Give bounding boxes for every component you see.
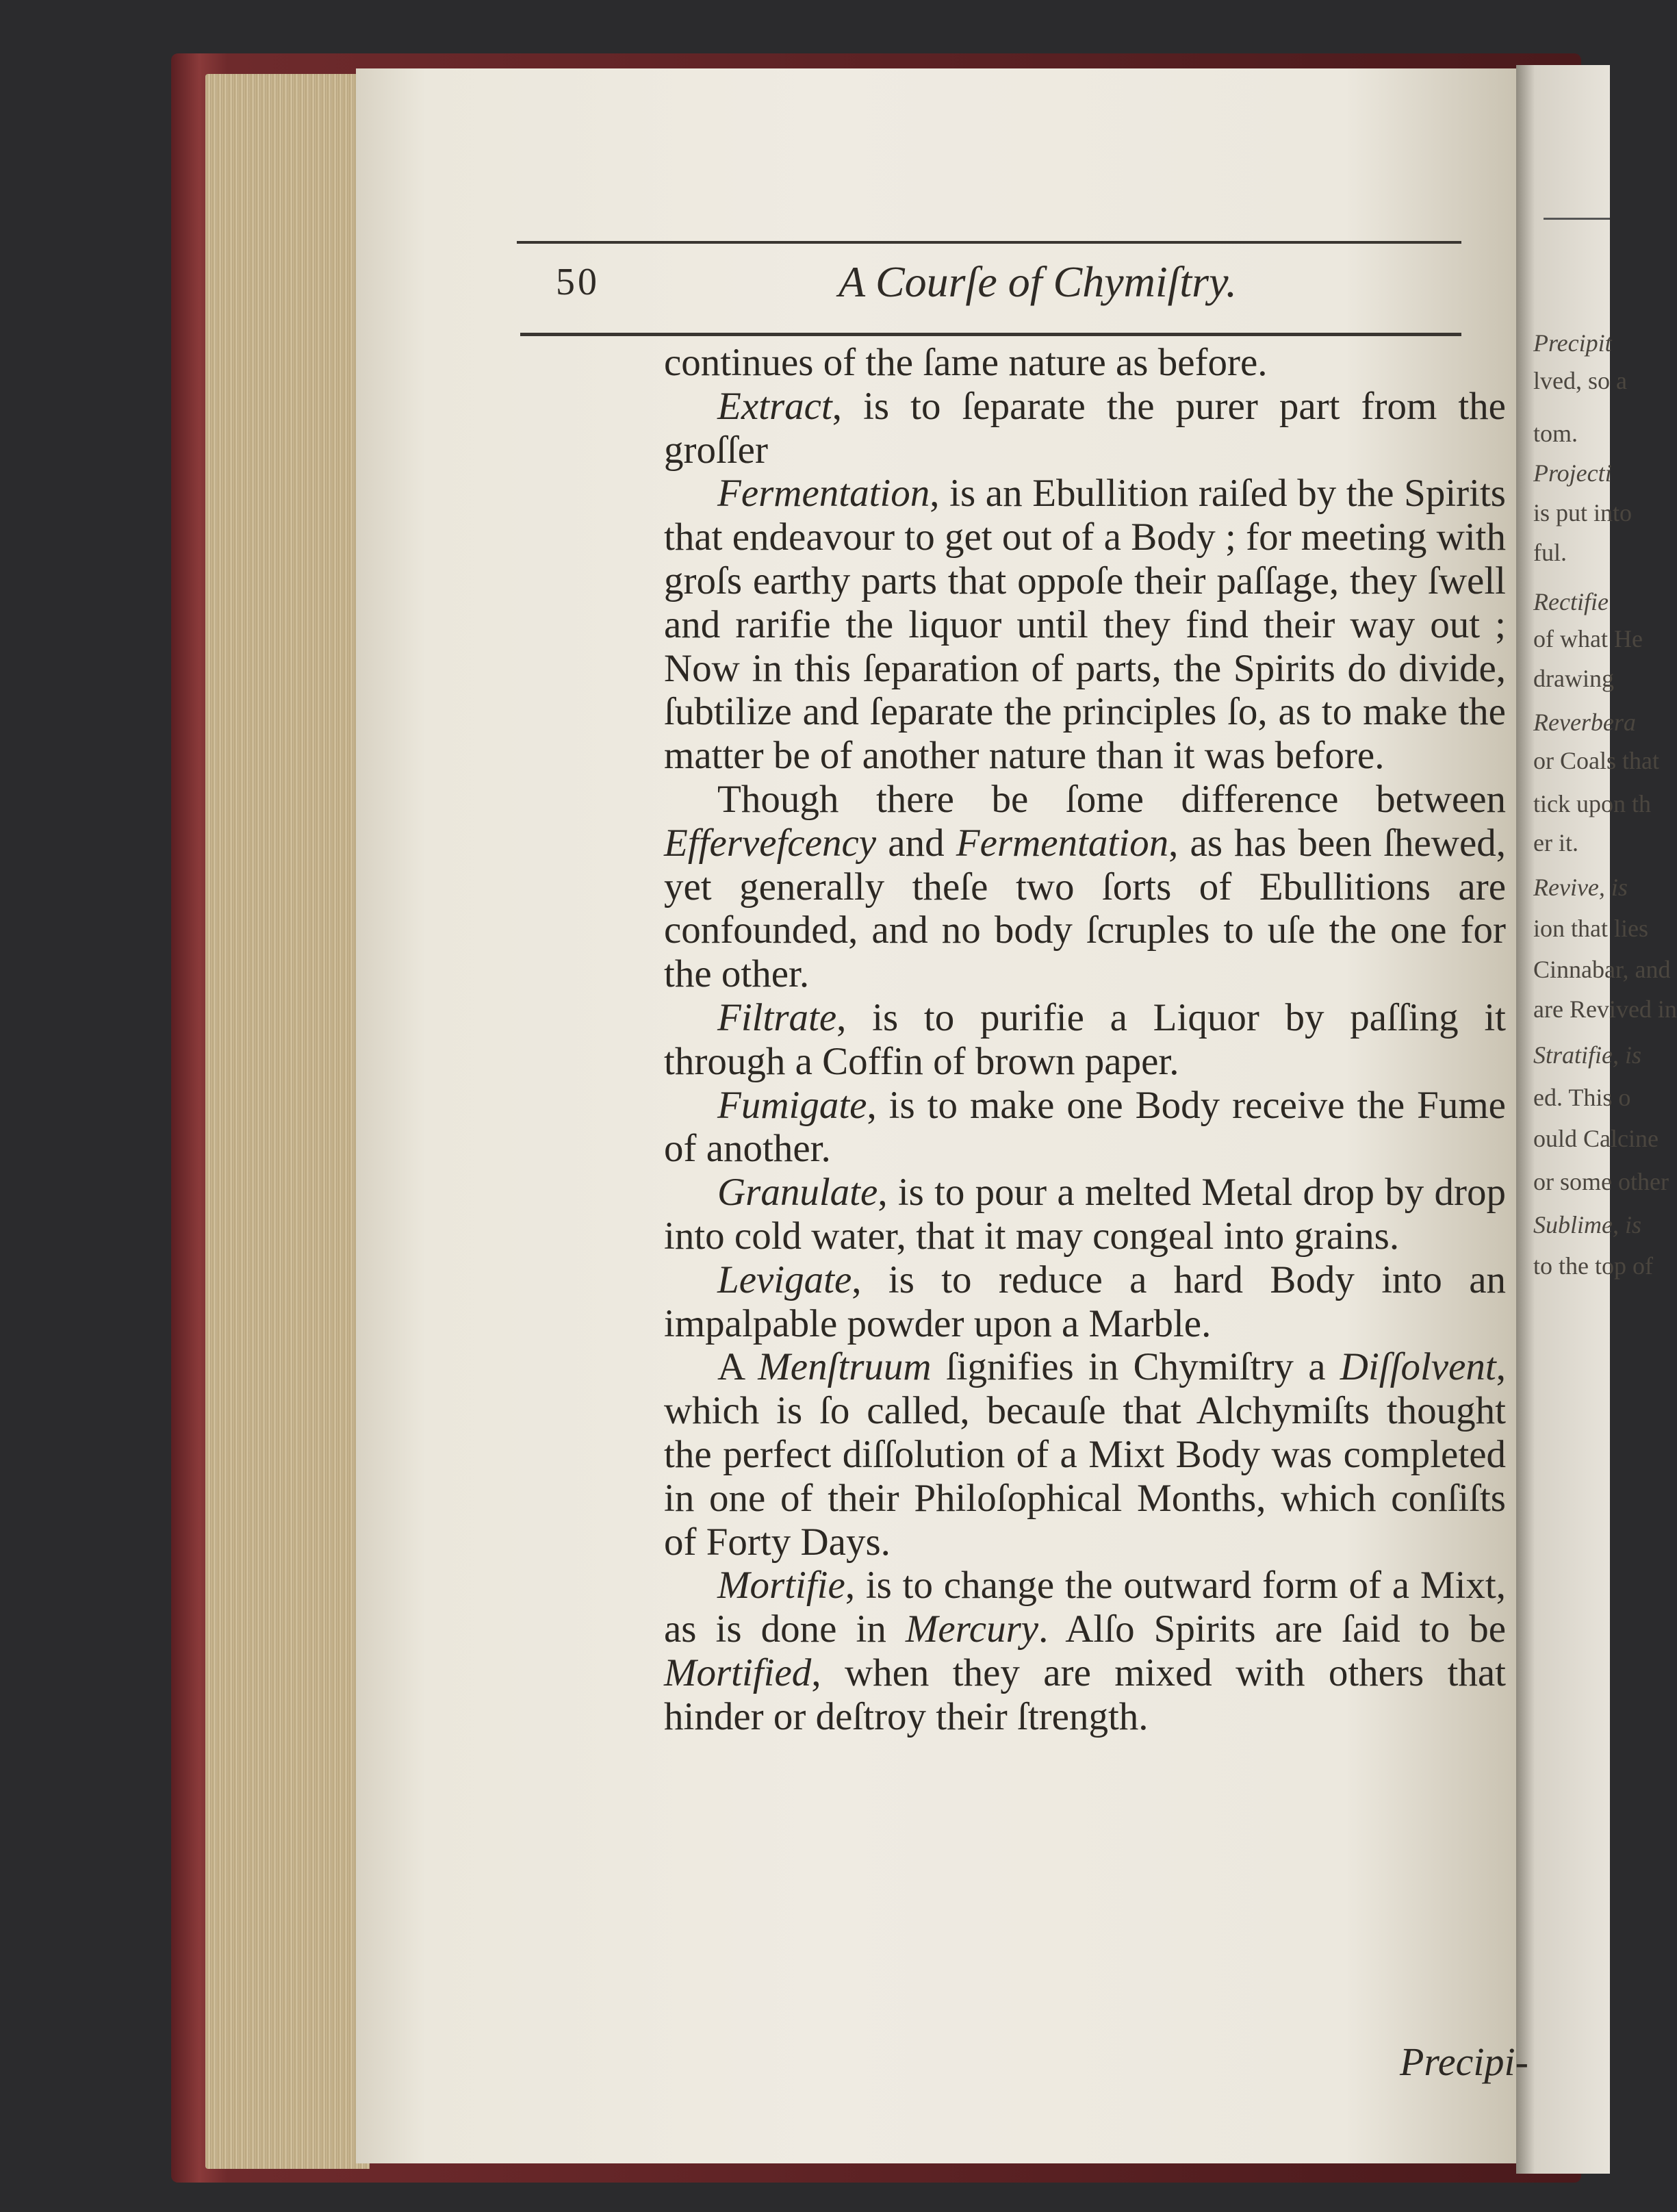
paragraph <box>664 1564 1506 1738</box>
paragraph <box>664 1084 1506 1171</box>
adjacent-page-line: er it. <box>1533 829 1578 856</box>
defined-term: Extract <box>717 384 832 428</box>
defined-term: Fermentation <box>956 821 1169 865</box>
paragraph-text: . Alſo Spirits are ſaid to be <box>1038 1607 1506 1651</box>
adjacent-page-line: is put into <box>1533 499 1633 526</box>
paragraph-text: , is to pour a melted Metal drop by drop into cold water, that it may congeal into grains. <box>664 1171 1506 1258</box>
defined-term: Diſſolvent <box>1340 1345 1496 1389</box>
adjacent-page-line: or some other <box>1533 1168 1669 1195</box>
adjacent-page-line: Rectifie <box>1533 588 1609 615</box>
defined-term: Levigate <box>717 1258 852 1301</box>
paragraph-text: A <box>717 1345 758 1389</box>
header-rule-top <box>517 241 1461 244</box>
paragraph-text: , is to ſeparate the purer part from the groſſer <box>664 384 1506 472</box>
paragraph-text: Though there be ſome difference between <box>717 777 1506 821</box>
defined-term: Effervefcency <box>664 821 877 865</box>
paragraph-text: , when they are mixed with others that hinder or deſtroy their ſtrength. <box>664 1651 1506 1738</box>
adjacent-page-line: ion that lies <box>1533 915 1648 942</box>
page-number: 50 <box>556 261 600 303</box>
paragraph-text: , which is ſo called, becauſe that Alchymiſts thought the perfect diſſolution of a Mixt Body was completed in one of their Philoſophical Months, which conſiſts of Forty Days. <box>664 1345 1506 1564</box>
adjacent-page-line: lved, so a <box>1533 367 1627 394</box>
defined-term: Mortified <box>664 1651 812 1694</box>
catchword: Precipi- <box>1400 2039 1528 2084</box>
paragraph-text: , is to make one Body receive the Fume of another. <box>664 1083 1506 1171</box>
adjacent-page-line: Cinnabar, and <box>1533 956 1671 983</box>
paragraph-text: , is an Ebullition raiſed by the Spirits that endeavour to get out of a Body ; for meeting with groſs earthy parts that oppoſe their paſſage, they ſwell and rarifie the liquor until they find their way out ; Now in this ſeparation of parts, the Spirits do divide, ſubtilize and ſeparate the principles ſo, as to make the matter be of another nature than it was before. <box>664 472 1506 778</box>
adjacent-page-line: of what He <box>1533 625 1643 652</box>
paragraph-text: , is to purifie a Liquor by paſſing it through a Coffin of brown paper. <box>664 995 1506 1083</box>
running-title: A Courſe of Chymiſtry. <box>838 257 1237 306</box>
adjacent-page-line: ould Calcine <box>1533 1125 1659 1152</box>
body-text <box>664 341 1506 1739</box>
paragraph-text: ſignifies in Chymiſtry a <box>931 1345 1340 1389</box>
paragraph <box>664 996 1506 1084</box>
adjacent-page-line: tick upon th <box>1533 790 1651 817</box>
adjacent-page-line: to the top of <box>1533 1252 1653 1280</box>
defined-term: Fermentation <box>717 472 930 516</box>
paragraph <box>664 778 1506 996</box>
paragraph-text: continues of the ſame nature as before. <box>664 341 1268 384</box>
adjacent-page-line: or Coals that <box>1533 747 1659 774</box>
adjacent-page-line: Revive, is <box>1533 874 1628 901</box>
adjacent-page-line: Projecti <box>1533 459 1612 487</box>
paragraph <box>664 385 1506 472</box>
paragraph <box>664 472 1506 778</box>
paragraph-text: , is to reduce a hard Body into an impalpable powder upon a Marble. <box>664 1258 1506 1345</box>
adjacent-page-line: Precipit <box>1533 329 1612 357</box>
adjacent-page-line: ed. This o <box>1533 1084 1631 1111</box>
defined-term: Fumigate <box>717 1083 867 1127</box>
paragraph-text: and <box>876 821 956 865</box>
page-header <box>520 253 1478 315</box>
paragraph <box>664 341 1506 385</box>
defined-term: Mortifie <box>717 1564 845 1607</box>
adjacent-page-line: ful. <box>1533 539 1567 566</box>
adjacent-page-line: Sublime, is <box>1533 1211 1641 1238</box>
adjacent-page-line: Reverbera <box>1533 709 1636 736</box>
adjacent-page-line: Stratifie, is <box>1533 1041 1642 1069</box>
adjacent-page-rule <box>1544 218 1610 220</box>
paragraph <box>664 1345 1506 1564</box>
adjacent-page-line: are Revived in <box>1533 995 1677 1023</box>
adjacent-page-line: drawing <box>1533 665 1614 692</box>
defined-term: Granulate <box>717 1171 878 1215</box>
page-edges <box>205 74 370 2169</box>
defined-term: Mercury <box>905 1607 1039 1651</box>
paragraph <box>664 1258 1506 1346</box>
paragraph <box>664 1171 1506 1258</box>
paragraph-text: , is to change the outward form of a Mixt, as is done in <box>664 1564 1506 1651</box>
paragraph-text: , as has been ſhewed, yet generally theſe two ſorts of Ebullitions are confounded, and no body ſcruples to uſe the one for the other. <box>664 821 1506 996</box>
defined-term: Menſtruum <box>758 1345 932 1389</box>
header-rule-bottom <box>520 333 1461 336</box>
adjacent-page-line: tom. <box>1533 420 1578 447</box>
defined-term: Filtrate <box>717 995 837 1039</box>
